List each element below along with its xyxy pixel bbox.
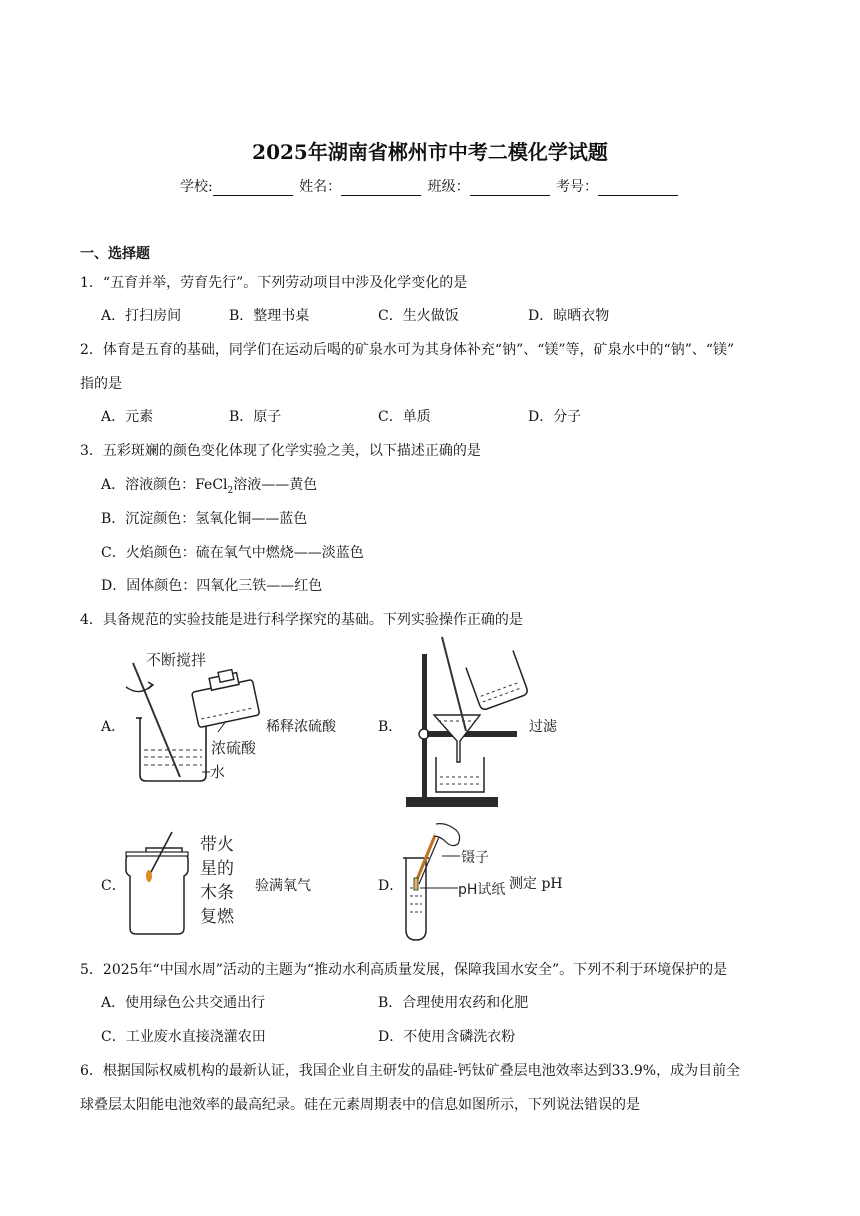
question-4-option-d-letter: D． (378, 878, 404, 894)
ring-clamp-icon (427, 731, 517, 737)
class-label: 班级： (427, 179, 470, 195)
question-5-stem: 5．2025年“中国水周”活动的主题为“推动水利高质量发展，保障我国水安全”。下列不利于环境保护的是 (80, 962, 728, 978)
question-4-option-c-caption: 验满氧气 (255, 878, 311, 894)
question-3-stem: 3．五彩斑斓的颜色变化体现了化学实验之美，以下描述正确的是 (80, 443, 481, 459)
hand-icon (434, 824, 460, 846)
question-1-option-d: D．晾晒衣物 (528, 308, 610, 324)
test-tube-icon (406, 858, 426, 940)
question-5-option-d: D．不使用含磷洗衣粉 (378, 1029, 516, 1045)
question-3-option-d: D．固体颜色：四氧化三铁——红色 (101, 578, 323, 594)
question-4-stem: 4．具备规范的实验技能是进行科学探究的基础。下列实验操作正确的是 (80, 612, 523, 628)
label-ph-paper: pH试纸 (458, 882, 506, 898)
flame-icon (146, 870, 152, 882)
question-3-option-a-post: 溶液——黄色 (233, 477, 318, 493)
question-4-option-b-letter: B． (378, 719, 403, 735)
name-label: 姓名： (299, 179, 342, 195)
label-c-line3: 木条 (200, 883, 234, 903)
acid-bottle-icon (189, 666, 260, 728)
question-3-option-a-pre: A．溶液颜色：FeCl (101, 477, 228, 493)
label-c-line1: 带火 (200, 835, 234, 855)
stand-pole-icon (422, 654, 427, 798)
exam-number-label: 考号： (556, 179, 599, 195)
question-3-option-c: C．火焰颜色：硫在氧气中燃烧——淡蓝色 (101, 545, 364, 561)
question-2-stem-line2: 指的是 (80, 376, 122, 392)
question-6-stem-line2: 球叠层太阳能电池效率的最高纪录。硅在元素周期表中的信息如图所示，下列说法错误的是 (80, 1097, 640, 1113)
question-6-stem-line1: 6．根据国际权威机构的最新认证，我国企业自主研发的晶硅-钙钛矿叠层电池效率达到33.9%，成为目前全 (80, 1063, 741, 1079)
question-1-option-b: B．整理书桌 (229, 308, 310, 324)
question-2-option-b: B．原子 (229, 409, 282, 425)
question-4-option-b-caption: 过滤 (529, 719, 557, 735)
stand-base-icon (406, 797, 498, 807)
question-3-option-a-subscript: 2 (227, 485, 234, 496)
class-blank (470, 181, 550, 196)
funnel-icon (434, 715, 480, 762)
question-4-option-c-letter: C． (101, 878, 126, 894)
question-2-stem-line1: 2．体育是五育的基础，同学们在运动后喝的矿泉水可为其身体补充“钠”、“镁”等，矿泉水中的“钠”、“镁” (80, 342, 735, 358)
name-blank (341, 181, 421, 196)
question-2-option-a: A．元素 (101, 409, 154, 425)
page-title: 2025年湖南省郴州市中考二模化学试题 (252, 140, 608, 164)
label-stir: 不断搅拌 (146, 651, 207, 669)
question-5-option-b: B．合理使用农药和化肥 (378, 995, 529, 1011)
filtration-figure (400, 637, 530, 809)
label-acid: 浓硫酸 (211, 739, 257, 757)
label-tweezers: 镊子 (461, 850, 489, 866)
question-3-option-b: B．沉淀颜色：氢氧化铜——蓝色 (101, 511, 308, 527)
question-5-option-c: C．工业废水直接浇灌农田 (101, 1029, 266, 1045)
question-1-option-c: C．生火做饭 (378, 308, 459, 324)
ph-test-figure (400, 822, 512, 942)
glass-plate-icon (126, 852, 188, 856)
question-1-stem: 1．“五育并举，劳育先行”。下列劳动项目中涉及化学变化的是 (80, 275, 468, 291)
question-4-option-d-caption: 测定 pH (509, 876, 563, 892)
question-2-option-c: C．单质 (378, 409, 431, 425)
oxygen-test-figure (122, 830, 244, 936)
question-4-option-a-letter: A． (101, 719, 126, 735)
student-info-line (0, 176, 860, 196)
section-heading: 一、选择题 (80, 246, 150, 262)
question-2-option-d: D．分子 (528, 409, 582, 425)
pouring-beaker-icon (466, 650, 529, 710)
label-c-line2: 星的 (200, 859, 234, 879)
question-1-option-a: A．打扫房间 (101, 308, 182, 324)
label-water: 水 (210, 763, 226, 781)
ph-paper-icon (414, 878, 418, 890)
school-blank (213, 181, 293, 196)
exam-number-blank (598, 181, 678, 196)
question-5-option-a: A．使用绿色公共交通出行 (101, 995, 266, 1011)
question-4-option-a-caption: 稀释浓硫酸 (266, 719, 336, 735)
school-label: 学校: (179, 179, 213, 195)
label-c-line4: 复燃 (200, 907, 234, 927)
dilute-acid-figure (118, 635, 318, 785)
question-3-option-a (101, 474, 317, 496)
